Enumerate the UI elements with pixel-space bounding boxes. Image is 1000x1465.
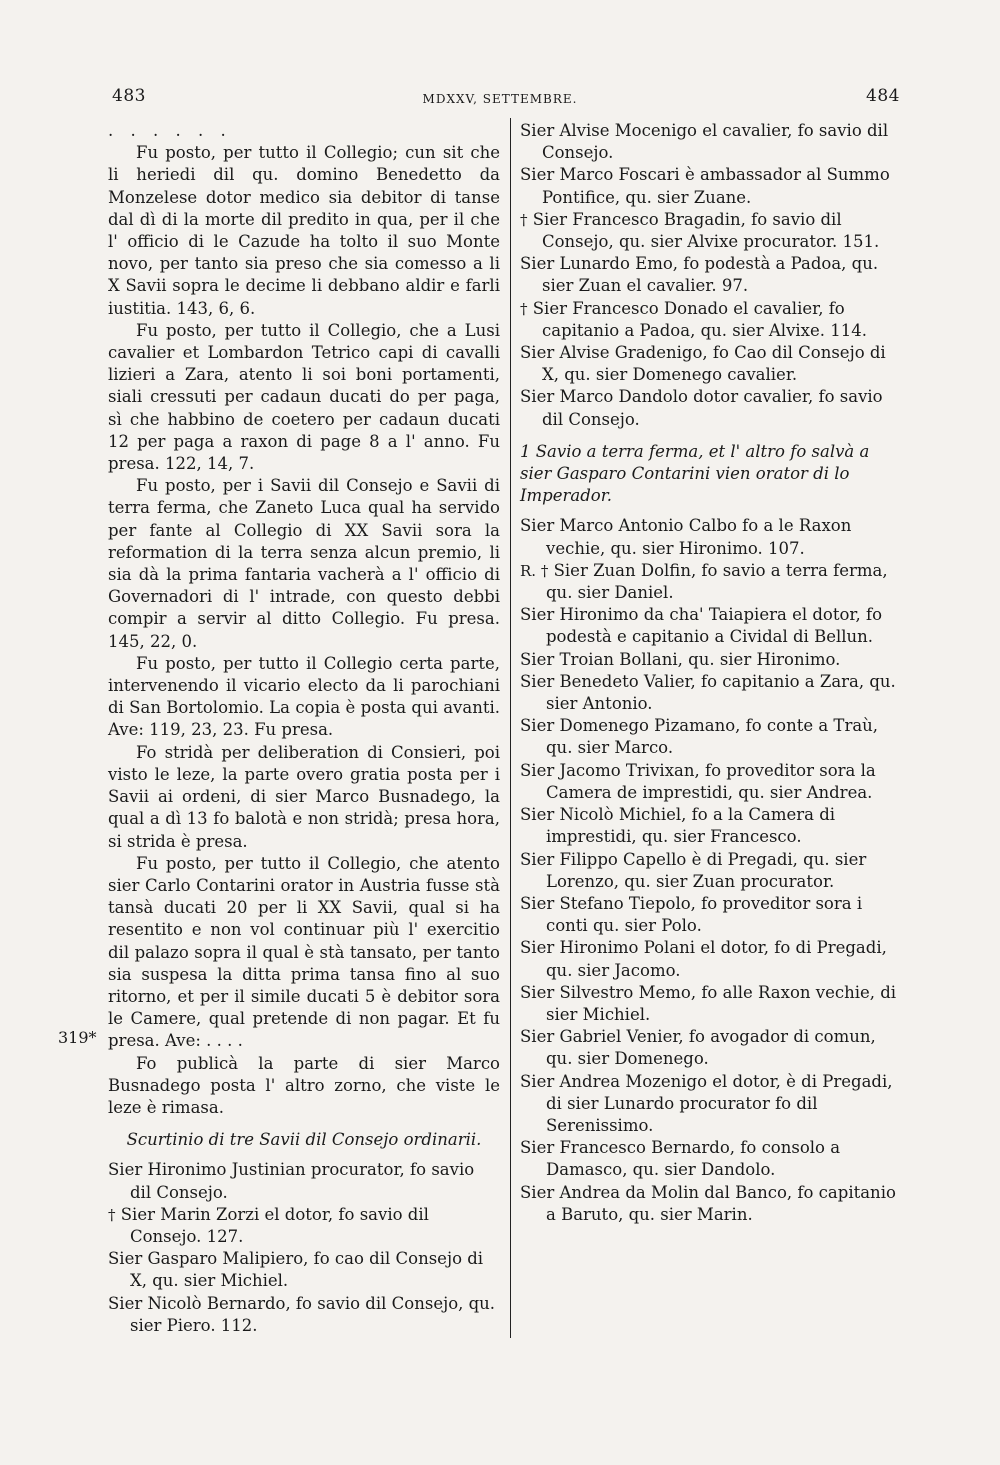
list-item: Sier Hironimo Justinian procurator, fo savio dil Consejo. xyxy=(108,1160,475,1202)
paragraph: Fo stridà per deliberation di Consieri, poi visto le leze, la parte overo gratia posta per i Savii ai ordeni, di sier Marco Busnadego, la qual a dì 13 fo balotà e non stridà; presa hora, si strida è presa. xyxy=(108,742,500,851)
list-item: Sier Stefano Tiepolo, fo proveditor sora i conti qu. sier Polo. xyxy=(520,893,863,936)
cross-mark: † xyxy=(108,1205,116,1224)
column-divider xyxy=(510,118,511,1338)
list-item: Sier Marco Foscari è ambassador al Summo Pontifice, qu. sier Zuane. xyxy=(520,165,890,207)
list-item: Sier Benedeto Valier, fo capitanio a Zara, qu. sier Antonio. xyxy=(520,671,896,714)
list-item: Sier Alvise Mocenigo el cavalier, fo savio dil Consejo. xyxy=(520,121,889,163)
list-item: Sier Domenego Pizamano, fo conte a Traù, qu. sier Marco. xyxy=(520,716,879,758)
list-item: Sier Silvestro Memo, fo alle Raxon vechie, di sier Michiel. xyxy=(520,982,897,1024)
list-item: Sier Filippo Capello è di Pregadi, qu. sier Lorenzo, qu. sier Zuan procurator. xyxy=(520,849,867,891)
right-page-number: 484 xyxy=(866,86,900,106)
cross-mark: † xyxy=(520,299,528,318)
list-item: † Sier Francesco Donado el cavalier, fo capitanio a Padoa, qu. sier Alvixe. 114. xyxy=(520,298,867,340)
list-item: Sier Andrea da Molin dal Banco, fo capitanio a Baruto, qu. sier Marin. xyxy=(520,1182,896,1224)
scrutiny-heading: Scurtinio di tre Savii dil Consejo ordinarii. xyxy=(126,1130,482,1150)
margin-note: 319* xyxy=(58,1028,97,1047)
paragraph: Fu posto, per tutto il Collegio, che atento sier Carlo Contarini orator in Austria fusse stà tansà ducati 20 per li XX Savii, qual si ha resentito e non vol continuar più l' exercitio dil palazo sopra il qual è stà tansato, per tanto sia suspesa la ditta prima tansa fino al suo ritorno, et per il simile ducati 5 è debitor sora le Camere, qual pretende di non pagar. Et fu presa. Ave: . . . . xyxy=(108,853,500,1051)
paragraph: Fu posto, per tutto il Collegio, che a Lusi cavalier et Lombardon Tetrico capi di cavalli lizieri a Zara, atento li soi boni portamenti, siali cressuti per cadaun ducati do per paga, sì che habbino de coetero per cadaun ducati 12 per paga a raxon di page 8 a l' anno. Fu presa. 122, 14, 7. xyxy=(108,320,500,474)
list-item: Sier Nicolò Michiel, fo a la Camera di imprestidi, qu. sier Francesco. xyxy=(520,805,836,847)
list-item: Sier Lunardo Emo, fo podestà a Padoa, qu. sier Zuan el cavalier. 97. xyxy=(520,254,879,296)
cross-mark: R. † xyxy=(520,561,549,580)
list-item: † Sier Francesco Bragadin, fo savio dil Consejo, qu. sier Alvixe procurator. 151. xyxy=(520,209,880,252)
list-item: † Sier Marin Zorzi el dotor, fo savio dil Consejo. 127. xyxy=(108,1204,429,1246)
list-item: Sier Andrea Mozenigo el dotor, è di Pregadi, di sier Lunardo procurator fo dil Serenissimo. xyxy=(520,1071,893,1135)
ellipsis-line: . . . . . . xyxy=(108,121,232,140)
left-page-number: 483 xyxy=(112,86,146,106)
list-item: Sier Hironimo da cha' Taiapiera el dotor, fo podestà e capitanio a Cividal di Bellun. xyxy=(520,605,883,647)
list-item: Sier Hironimo Polani el dotor, fo di Pregadi, qu. sier Jacomo. xyxy=(520,938,887,980)
paragraph: Fu posto, per tutto il Collegio; cun sit che li heriedi dil qu. domino Benedetto da Monzelese dotor medico sia debitor di tanse dal dì di la morte dil predito in qua, per il che l' officio di le Cazude ha tolto il suo Monte novo, per tanto sia preso che sia comesso a li X Savii sopra le decime li debbano aldir e farli iustitia. 143, 6, 6. xyxy=(108,143,500,318)
list-item: R. † Sier Zuan Dolfin, fo savio a terra ferma, qu. sier Daniel. xyxy=(520,560,888,603)
list-item: Sier Alvise Gradenigo, fo Cao dil Consejo di X, qu. sier Domenego cavalier. xyxy=(520,343,886,385)
list-item: Sier Francesco Bernardo, fo consolo a Damasco, qu. sier Dandolo. xyxy=(520,1138,841,1180)
list-item: Sier Nicolò Bernardo, fo savio dil Consejo, qu. sier Piero. 112. xyxy=(108,1293,496,1335)
list-item: Sier Marco Antonio Calbo fo a le Raxon vechie, qu. sier Hironimo. 107. xyxy=(520,516,852,558)
left-column xyxy=(108,120,500,1337)
list-item: Sier Jacomo Trivixan, fo proveditor sora la Camera de imprestidi, qu. sier Andrea. xyxy=(520,760,876,802)
section-heading: 1 Savio a terra ferma, et l' altro fo salvà a sier Gasparo Contarini vien orator di lo Imperador. xyxy=(520,441,870,506)
running-header: MDXXV, SETTEMBRE. xyxy=(422,92,578,106)
list-item: Sier Troian Bollani, qu. sier Hironimo. xyxy=(520,649,841,669)
list-item: Sier Marco Dandolo dotor cavalier, fo savio dil Consejo. xyxy=(520,387,883,429)
list-item: Sier Gabriel Venier, fo avogador di comun, qu. sier Domenego. xyxy=(520,1027,876,1069)
paragraph: Fu posto, per i Savii dil Consejo e Savii di terra ferma, che Zaneto Luca qual ha servido per fante al Collegio di XX Savii sora la reformation di la terra senza alcun premio, li sia dà la prima fantaria vacherà a l' officio di Governadori di l' intrade, con questo debbi compir a servir al ditto Collegio. Fu presa. 145, 22, 0. xyxy=(108,476,500,651)
cross-mark: † xyxy=(520,210,528,229)
right-column xyxy=(520,120,904,1226)
list-item: Sier Gasparo Malipiero, fo cao dil Consejo di X, qu. sier Michiel. xyxy=(108,1249,484,1291)
paragraph: Fu posto, per tutto il Collegio certa parte, intervenendo il vicario electo da li parochiani di San Bortolomio. La copia è posta qui avanti. Ave: 119, 23, 23. Fu presa. xyxy=(108,653,500,740)
paragraph: Fo publicà la parte di sier Marco Busnadego posta l' altro zorno, che viste le leze è rimasa. xyxy=(108,1053,500,1117)
